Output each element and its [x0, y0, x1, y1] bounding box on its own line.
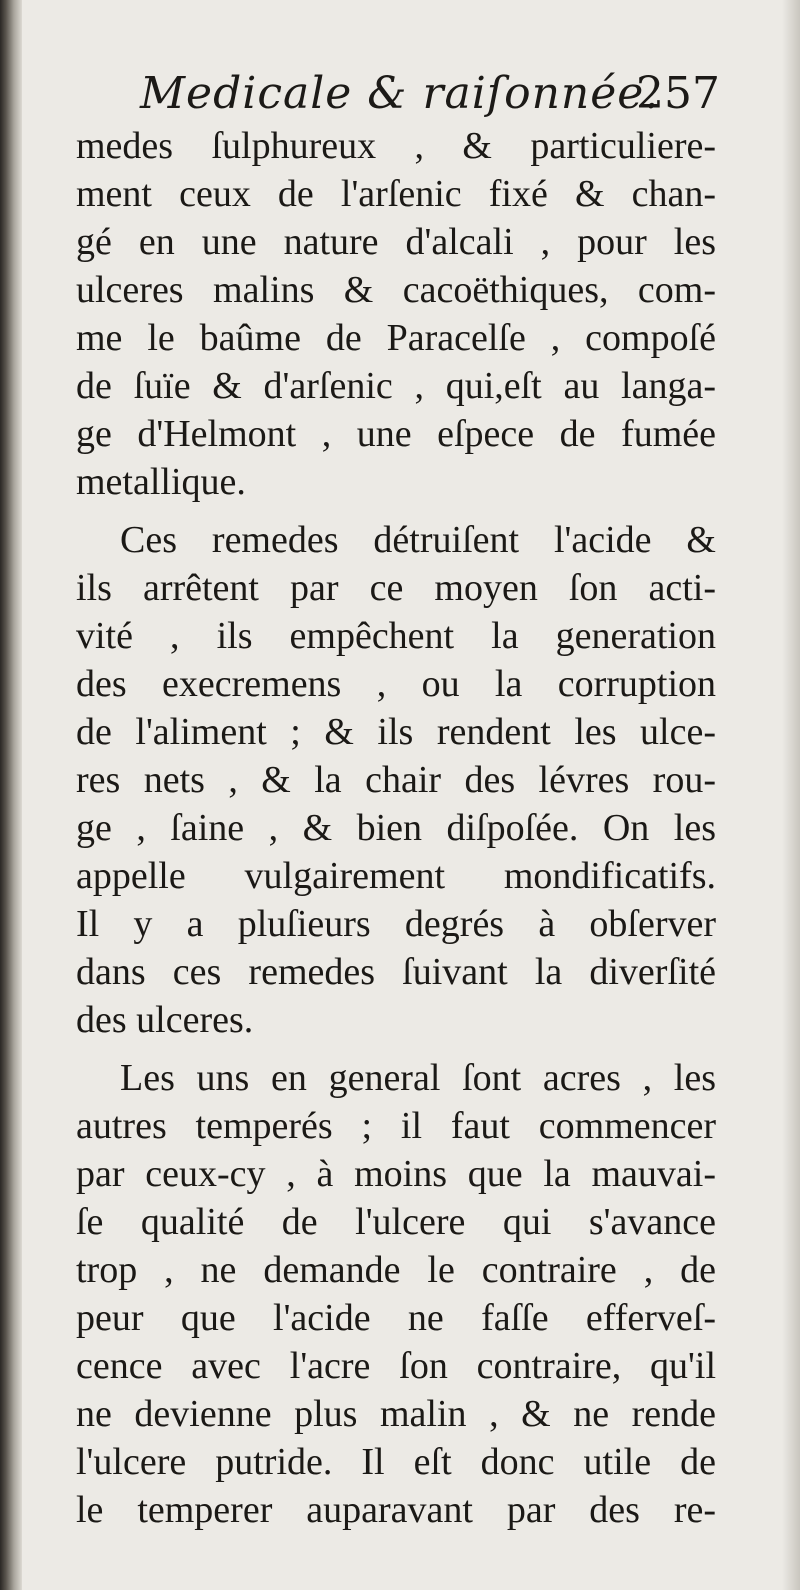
text-line: Il y a pluſieurs degrés à obſerver	[76, 903, 716, 945]
text-line: de ſuïe & d'arſenic , qui,eſt au langa-	[76, 365, 716, 407]
text-line: appelle vulgairement mondificatifs.	[76, 855, 716, 897]
page-number: 257	[636, 68, 720, 119]
text-line: ulceres malins & cacoëthiques, com-	[76, 269, 716, 311]
text-line: medes ſulphureux , & particuliere-	[76, 125, 716, 167]
page-binding-edge	[0, 0, 22, 1590]
text-line: Ces remedes détruiſent l'acide &	[120, 519, 716, 561]
text-line: ſe qualité de l'ulcere qui s'avance	[76, 1201, 716, 1243]
text-line: ge d'Helmont , une eſpece de fumée	[76, 413, 716, 455]
body-text	[76, 122, 716, 1534]
text-line: res nets , & la chair des lévres rou-	[76, 759, 716, 801]
text-line: peur que l'acide ne faſſe efferveſ-	[76, 1297, 716, 1339]
text-line: des ulceres.	[76, 999, 254, 1041]
text-line: dans ces remedes ſuivant la diverſité	[76, 951, 716, 993]
text-line: Les uns en general ſont acres , les	[120, 1057, 716, 1099]
text-line: autres temperés ; il faut commencer	[76, 1105, 716, 1147]
text-line: ge , ſaine , & bien diſpoſée. On les	[76, 807, 716, 849]
text-line: metallique.	[76, 461, 246, 503]
text-line: trop , ne demande le contraire , de	[76, 1249, 716, 1291]
text-line: le temperer auparavant par des re-	[76, 1489, 716, 1531]
text-line: de l'aliment ; & ils rendent les ulce-	[76, 711, 716, 753]
text-line: ment ceux de l'arſenic fixé & chan-	[76, 173, 716, 215]
running-head: Medicale & raiſonnée.	[140, 68, 660, 119]
text-line: gé en une nature d'alcali , pour les	[76, 221, 716, 263]
text-line: ils arrêtent par ce moyen ſon acti-	[76, 567, 716, 609]
text-line: vité , ils empêchent la generation	[76, 615, 716, 657]
text-line: par ceux-cy , à moins que la mauvai-	[76, 1153, 716, 1195]
text-line: ne devienne plus malin , & ne rende	[76, 1393, 716, 1435]
text-line: des execremens , ou la corruption	[76, 663, 716, 705]
text-line: me le baûme de Paracelſe , compoſé	[76, 317, 716, 359]
page-edge-shadow	[782, 0, 800, 1590]
text-line: cence avec l'acre ſon contraire, qu'il	[76, 1345, 716, 1387]
text-line: l'ulcere putride. Il eſt donc utile de	[76, 1441, 716, 1483]
page-header	[140, 68, 720, 128]
